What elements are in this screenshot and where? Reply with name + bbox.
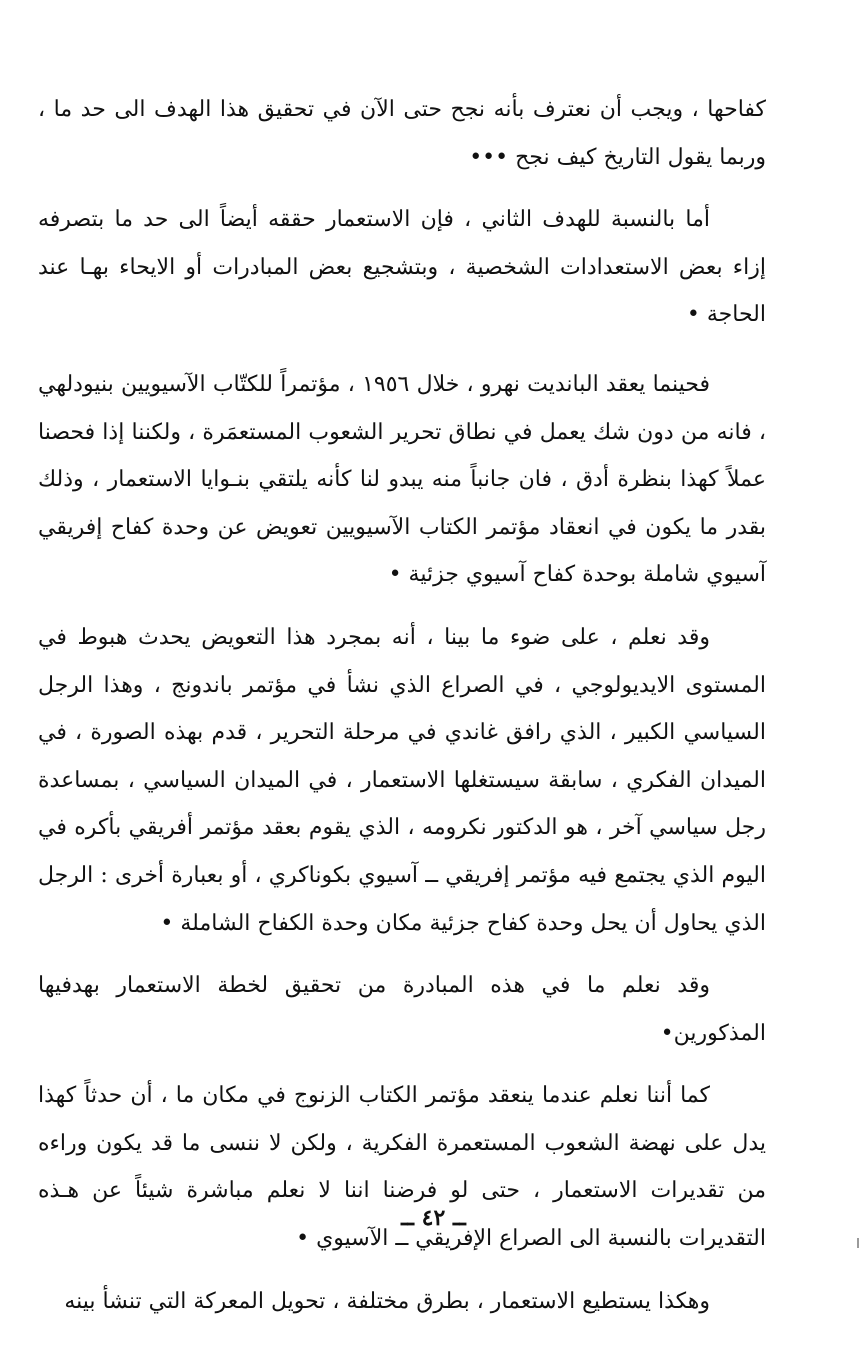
paragraph-spacer [38,339,766,361]
paragraph-1: كفاحها ، ويجب أن نعترف بأنه نجح حتى الآن في تحقيق هذا الهدف الى حد ما ، وربما يقول التاريخ كيف نجح ••• [38,97,766,170]
scan-edge-mark [857,1238,859,1248]
paragraph-spacer [38,599,766,614]
paragraph-4: وقد نعلم ، على ضوء ما بينا ، أنه بمجرد هذا التعويض يحدث هبوط في المستوى الايديولوجي ، في الصراع الذي نشأ في مؤتمر باندونج ، وهذا الرجل السياسي الكبير ، الذي رافق غاندي في مرحلة التحرير ، قدم بهذه الصورة ، في الميدان الفكري ، سابقة سيستغلها الاستعمار ، في الميدان السياسي ، بمساعدة رجل سياسي آخر ، هو الدكتور نكرومه ، الذي يقوم بعقد مؤتمر أفريقي بأكره في اليوم الذي يجتمع فيه مؤتمر إفريقي ــ آسيوي بكوناكري ، أو بعبارة أخرى : الرجل الذي يحاول أن يحل وحدة كفاح جزئية مكان وحدة الكفاح الشاملة • [38,624,767,936]
page-number: ــ ٤٢ ــ [401,1205,466,1231]
paragraph-6: كما أننا نعلم عندما ينعقد مؤتمر الكتاب الزنوج في مكان ما ، أن حدثاً كهذا يدل على نهضة الشعوب المستعمرة الفكرية ، ولكن لا ننسى ما قد يكون وراءه من تقديرات الاستعمار ، حتى لو فرضنا اننا لا نعلم مباشرة شيئاً عن هـذه التقديرات بالنسبة الى الصراع الإفريقي ــ الآسيوي • [38,1083,766,1252]
paragraph-spacer [38,1263,766,1278]
body-text [38,86,766,1325]
paragraph-3: فحينما يعقد البانديت نهرو ، خلال ١٩٥٦ ، مؤتمراً للكتّاب الآسيويين بنيودلهي ، فانه من دون شك يعمل في نطاق تحرير الشعوب المستعمَرة ، ولكننا إذا فحصنا عملاً كهذا بنظرة أدق ، فان جانباً منه يبدو لنا كأنه يلتقي بنـوايا الاستعمار ، وذلك بقدر ما يكون في انعقاد مؤتمر الكتاب الآسيويين تعويض عن وحدة كفاح إفريقي آسيوي شاملة بوحدة كفاح آسيوي جزئية • [38,371,766,588]
paragraph-5: وقد نعلم ما في هذه المبادرة من تحقيق لخطة الاستعمار بهدفيها المذكورين• [38,973,766,1046]
paragraph-2: أما بالنسبة للهدف الثاني ، فإن الاستعمار حققه أيضاً الى حد ما بتصرفه إزاء بعض الاستعدادات الشخصية ، وبتشجيع بعض المبادرات أو الايحاء بهـا عند الحاجة • [38,207,766,328]
paragraph-spacer [38,947,766,962]
paragraph-spacer [38,1057,766,1072]
paragraph-spacer [38,181,766,196]
paragraph-7: وهكذا يستطيع الاستعمار ، بطرق مختلفة ، تحويل المعركة التي تنشأ بينه [64,1288,710,1314]
